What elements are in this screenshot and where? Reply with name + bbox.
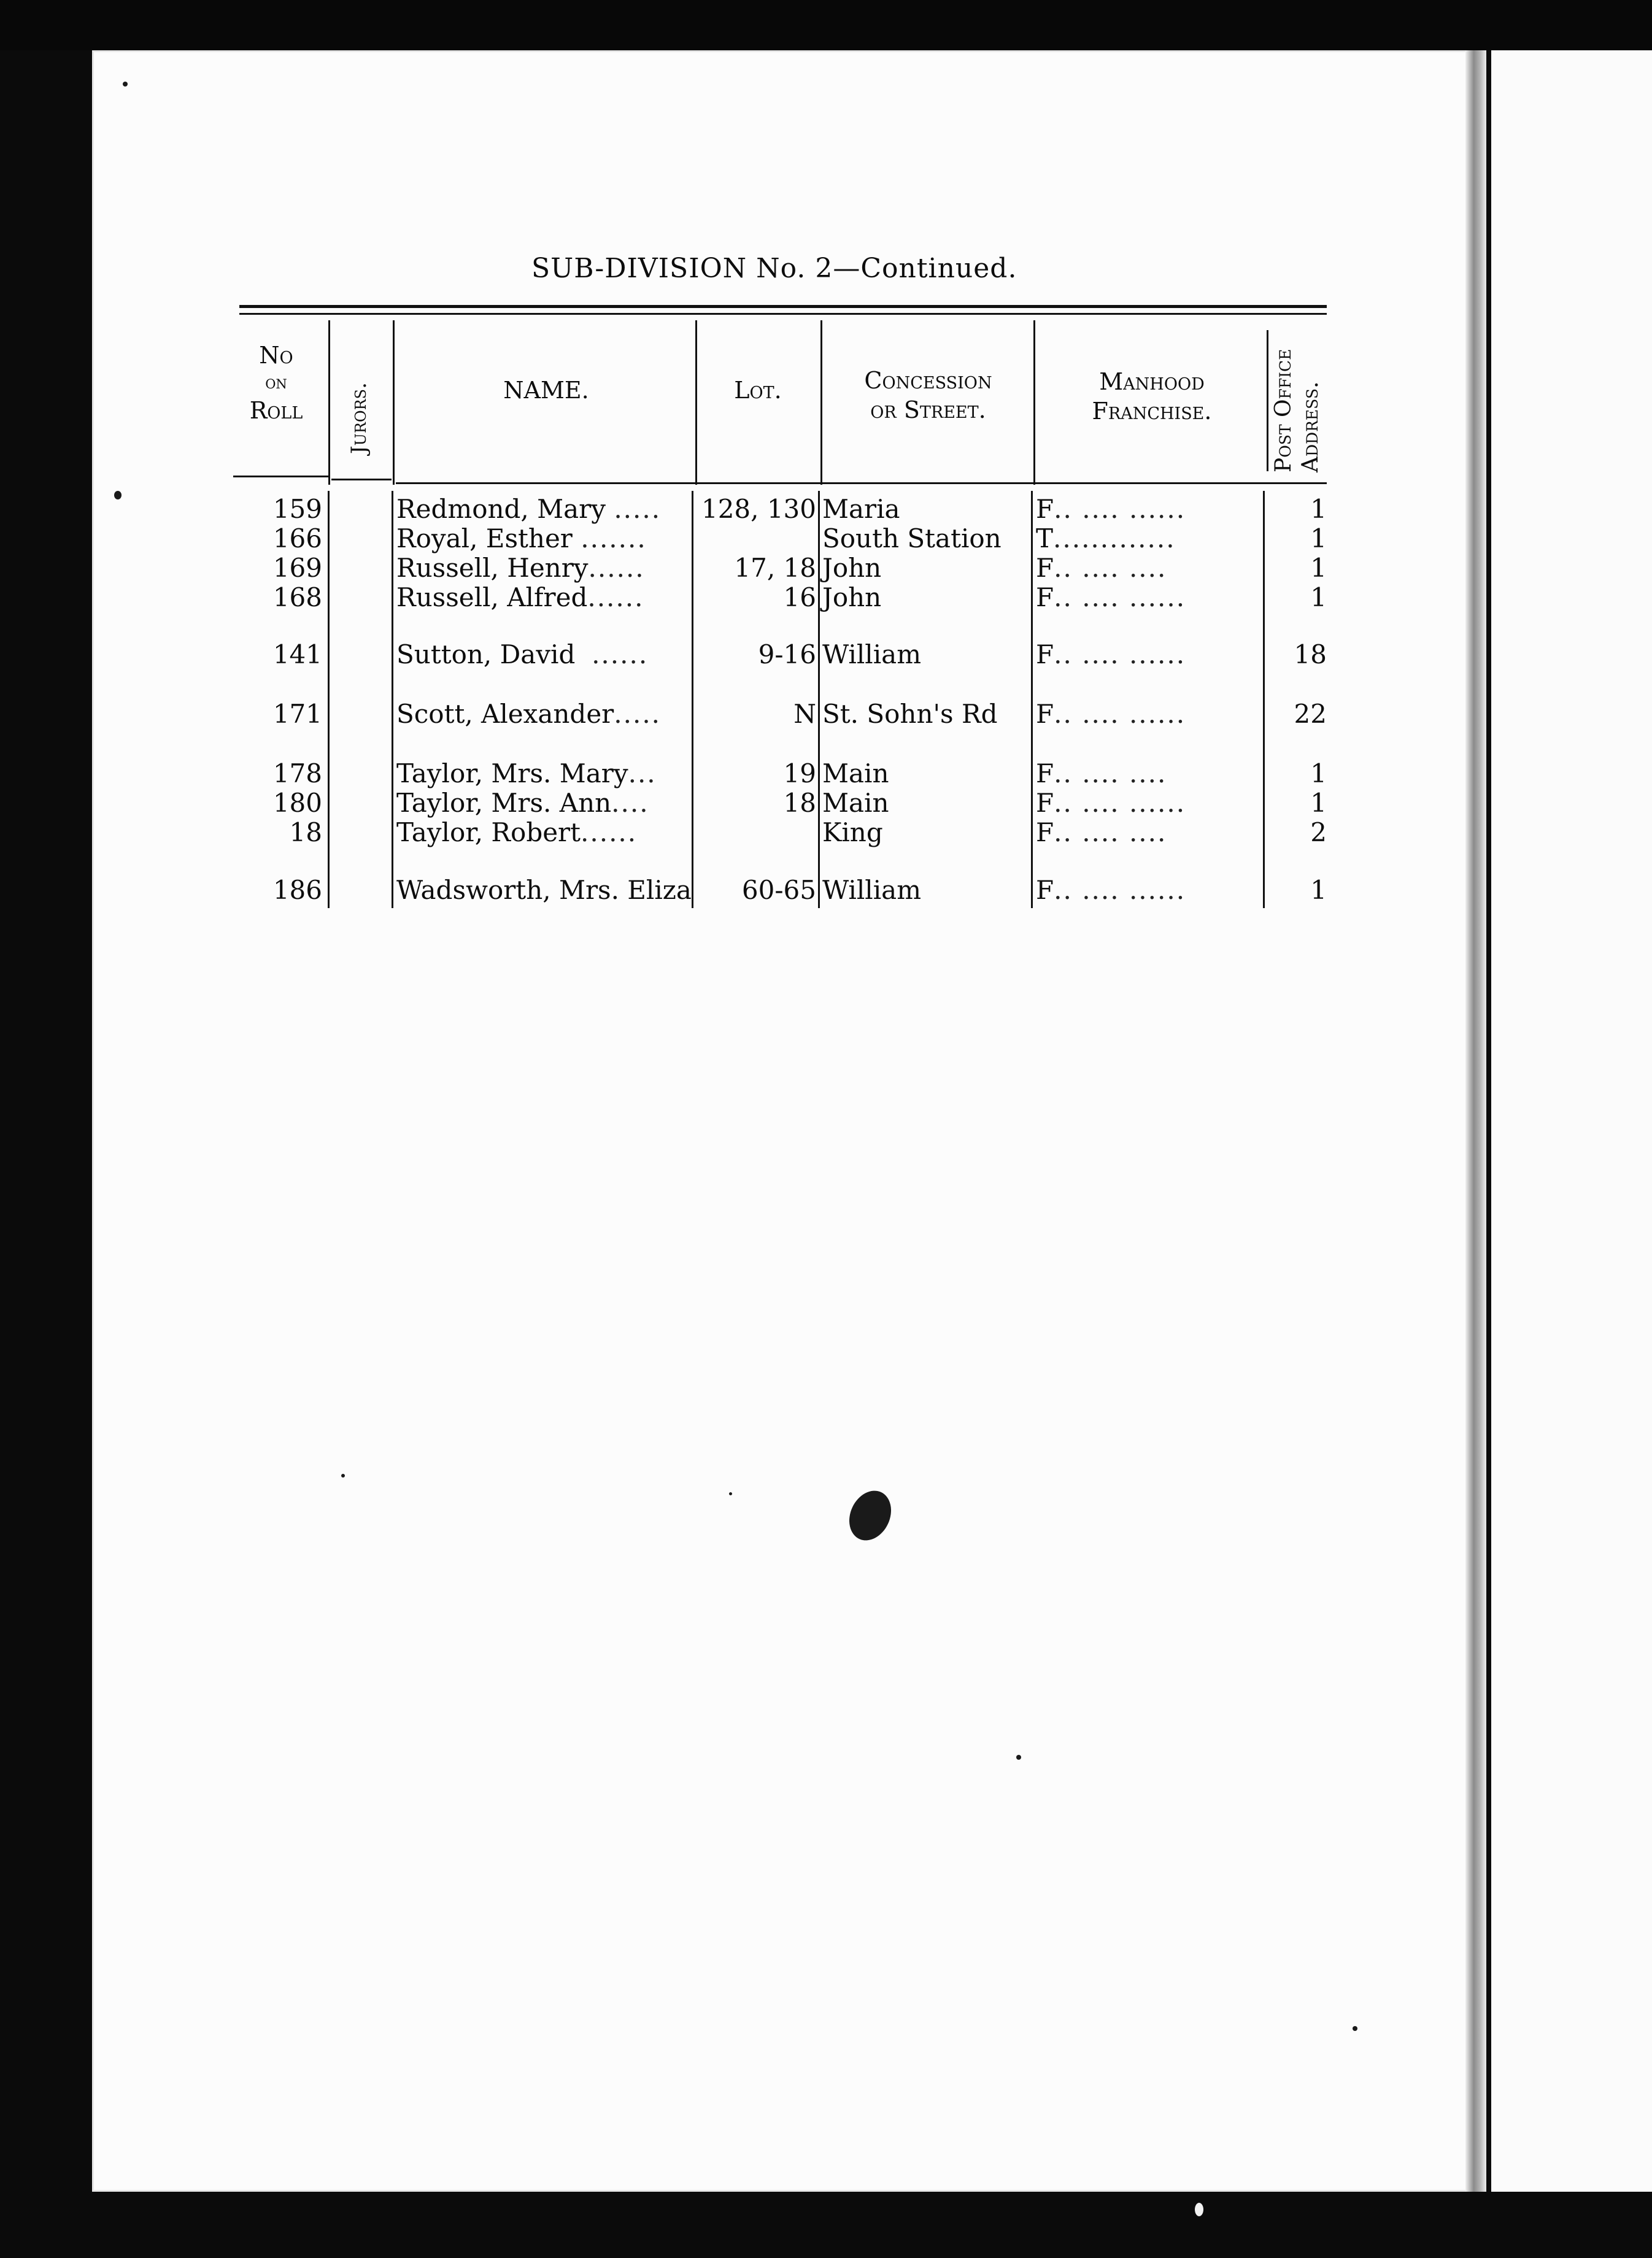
franchise-letter: F <box>1036 494 1054 524</box>
header-concession-line1: Concession <box>864 367 992 394</box>
leader-dots: .. .... .... <box>1054 817 1167 847</box>
post-office-number: 18 <box>1294 639 1327 669</box>
table-row <box>0 876 1652 905</box>
street-name: William <box>822 639 922 669</box>
post-office-number: 1 <box>1310 523 1327 553</box>
franchise-code <box>1036 553 1263 583</box>
name-text: Royal, Esther <box>396 523 573 553</box>
table-row <box>0 495 1652 524</box>
col-separator <box>820 320 822 485</box>
header-bottom-rule <box>233 476 328 477</box>
street-name: John <box>822 553 882 583</box>
header-name: NAME. <box>503 377 589 404</box>
name-text: Scott, Alexander <box>396 699 614 729</box>
page-gutter <box>1465 50 1486 2192</box>
scan-speck <box>729 1492 732 1495</box>
lot-number: N <box>793 699 816 729</box>
name-text: Taylor, Mrs. Mary <box>396 758 628 788</box>
header-roll-line3: Roll <box>249 397 303 424</box>
table-row <box>0 788 1652 818</box>
lot-number: 16 <box>783 582 816 612</box>
scan-speck <box>1353 2026 1357 2031</box>
name-text: Sutton, David <box>396 639 576 669</box>
name-text: Taylor, Robert <box>396 817 581 847</box>
table-row <box>0 699 1652 729</box>
roll-number: 18 <box>289 817 322 847</box>
post-office-number: 1 <box>1310 788 1327 818</box>
header-post-office <box>1270 349 1324 472</box>
franchise-letter: F <box>1036 639 1054 669</box>
post-office-number: 1 <box>1310 875 1327 905</box>
voter-name <box>396 524 685 553</box>
voter-name <box>396 699 685 729</box>
voter-name <box>396 788 685 818</box>
header-roll-line1: No <box>259 342 293 369</box>
leader-dots: ..... <box>614 699 662 729</box>
franchise-code <box>1036 583 1263 612</box>
lot-number: 18 <box>783 788 816 818</box>
leader-dots: ............. <box>1053 523 1176 553</box>
voter-name <box>396 818 685 847</box>
name-text: Russell, Alfred <box>396 582 588 612</box>
voter-name <box>396 640 685 669</box>
col-separator <box>695 320 697 485</box>
scan-speck <box>1016 1755 1021 1760</box>
street-name: Main <box>822 758 889 788</box>
header-franchise <box>1038 367 1265 426</box>
col-separator <box>393 320 395 485</box>
franchise-code <box>1036 788 1263 818</box>
lot-number: 9-16 <box>758 639 816 669</box>
scan-border <box>0 0 1652 50</box>
franchise-letter: T <box>1036 523 1054 553</box>
facing-page <box>1491 50 1652 2192</box>
table-row <box>0 640 1652 669</box>
name-text: Russell, Henry <box>396 553 589 583</box>
franchise-letter: F <box>1036 875 1054 905</box>
scan-speck <box>114 491 122 499</box>
table-row <box>0 524 1652 553</box>
franchise-code <box>1036 699 1263 729</box>
roll-number: 159 <box>272 494 322 524</box>
franchise-letter: F <box>1036 817 1054 847</box>
franchise-letter: F <box>1036 758 1054 788</box>
header-post-office-line1: Post Office <box>1271 349 1296 472</box>
voter-name <box>396 583 685 612</box>
post-office-number: 1 <box>1310 582 1327 612</box>
franchise-letter: F <box>1036 553 1054 583</box>
franchise-code <box>1036 640 1263 669</box>
header-bottom-rule <box>396 482 1327 484</box>
franchise-code <box>1036 759 1263 788</box>
leader-dots: .. .... ...... <box>1054 582 1186 612</box>
street-name: Main <box>822 788 889 818</box>
leader-dots: .. .... ...... <box>1054 639 1186 669</box>
street-name: Maria <box>822 494 900 524</box>
roll-number: 141 <box>272 639 322 669</box>
voter-name <box>396 759 685 788</box>
street-name: John <box>822 582 882 612</box>
franchise-code <box>1036 495 1263 524</box>
header-top-rule-thin <box>239 313 1327 315</box>
street-name: King <box>822 817 883 847</box>
leader-dots: ... <box>628 758 657 788</box>
franchise-letter: F <box>1036 788 1054 818</box>
post-office-number: 22 <box>1294 699 1327 729</box>
roll-number: 186 <box>272 875 322 905</box>
table-row <box>0 583 1652 612</box>
leader-dots: .. .... ...... <box>1054 788 1186 818</box>
franchise-code <box>1036 818 1263 847</box>
header-concession-line2: or Street. <box>870 396 986 423</box>
leader-dots: ...... <box>592 639 649 669</box>
scan-speck <box>1195 2203 1203 2216</box>
roll-number: 178 <box>272 758 322 788</box>
voter-name <box>396 875 692 905</box>
franchise-code <box>1036 876 1263 905</box>
leader-dots: .. .... ...... <box>1054 494 1186 524</box>
name-text: Wadsworth, Mrs. Eliza <box>396 875 692 905</box>
header-roll-line2: on <box>265 372 287 393</box>
name-text: Taylor, Mrs. Ann <box>396 788 612 818</box>
street-name: South Station <box>822 523 1002 553</box>
header-franchise-line2: Franchise. <box>1092 398 1212 425</box>
scan-speck <box>123 82 128 87</box>
leader-dots: .. .... .... <box>1054 553 1167 583</box>
leader-dots: .... <box>611 788 649 818</box>
table-row <box>0 759 1652 788</box>
header-concession <box>825 366 1031 425</box>
post-office-number: 1 <box>1310 494 1327 524</box>
roll-number: 169 <box>272 553 322 583</box>
voter-name <box>396 495 685 524</box>
header-franchise-line1: Manhood <box>1099 368 1205 395</box>
leader-dots: ...... <box>588 553 645 583</box>
franchise-letter: F <box>1036 582 1054 612</box>
col-separator <box>1267 330 1268 471</box>
roll-number: 171 <box>272 699 322 729</box>
header-post-office-line2: Address. <box>1298 381 1323 472</box>
leader-dots: ....... <box>581 523 647 553</box>
leader-dots: ...... <box>581 817 638 847</box>
lot-number: 60-65 <box>741 875 816 905</box>
leader-dots: ..... <box>614 494 662 524</box>
col-separator <box>1033 320 1035 485</box>
page-title: SUB-DIVISION No. 2—Continued. <box>531 253 1017 284</box>
post-office-number: 2 <box>1310 817 1327 847</box>
leader-dots: ...... <box>587 582 644 612</box>
lot-number: 128, 130 <box>701 494 816 524</box>
table-row <box>0 553 1652 583</box>
post-office-number: 1 <box>1310 553 1327 583</box>
franchise-code <box>1036 524 1263 553</box>
roll-number: 168 <box>272 582 322 612</box>
col-separator <box>328 320 330 485</box>
header-bottom-rule <box>331 479 392 480</box>
header-jurors: Jurors. <box>347 382 371 454</box>
roll-number: 180 <box>272 788 322 818</box>
voter-name <box>396 553 685 583</box>
table-row <box>0 818 1652 847</box>
leader-dots: .. .... ...... <box>1054 699 1186 729</box>
lot-number: 17, 18 <box>734 553 816 583</box>
franchise-letter: F <box>1036 699 1054 729</box>
street-name: St. Sohn's Rd <box>822 699 998 729</box>
street-name: William <box>822 875 922 905</box>
roll-number: 166 <box>272 523 322 553</box>
post-office-number: 1 <box>1310 758 1327 788</box>
leader-dots: .. .... .... <box>1054 758 1167 788</box>
scan-speck <box>341 1474 345 1478</box>
header-roll <box>227 341 325 425</box>
header-top-rule <box>239 305 1327 308</box>
header-lot: Lot. <box>734 377 782 404</box>
lot-number: 19 <box>783 758 816 788</box>
name-text: Redmond, Mary <box>396 494 606 524</box>
leader-dots: .. .... ...... <box>1054 875 1186 905</box>
